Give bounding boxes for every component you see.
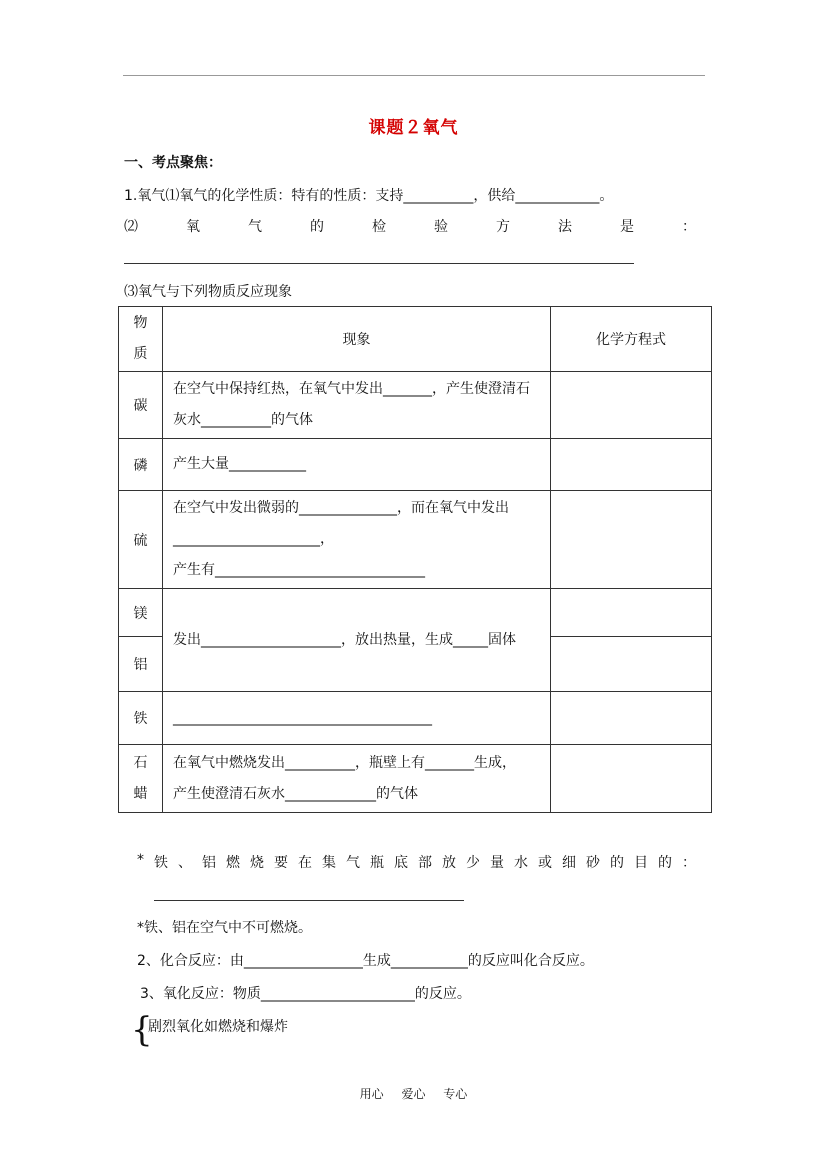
- note1-char: 铁: [154, 855, 168, 871]
- note1-char: 燃: [226, 855, 240, 871]
- substance-iron: 铁: [119, 692, 163, 745]
- note1-char: 铝: [202, 855, 216, 871]
- curly-brace-icon: {: [131, 1010, 153, 1050]
- question-2: [124, 216, 696, 236]
- q2-char: 检: [372, 219, 386, 235]
- note1-char: *: [137, 852, 144, 868]
- question-oxidation: 3、氧化反应：物质______________________的反应。: [140, 986, 471, 1002]
- table-row: [119, 745, 712, 813]
- q2-char: ⑵: [124, 219, 138, 235]
- note1-char: 砂: [586, 855, 600, 871]
- substance-carbon: 碳: [119, 372, 163, 439]
- table-row: [119, 589, 712, 637]
- note1-char: 在: [298, 855, 312, 871]
- page-footer: 用心 爱心 专心: [359, 1087, 468, 1101]
- header-substance: 物 质: [119, 307, 163, 372]
- equation-cell[interactable]: [551, 491, 712, 589]
- header-equation: 化学方程式: [551, 307, 712, 372]
- note1-char: 水: [514, 855, 528, 871]
- question-combination: 2、化合反应：由_________________生成___________的反应叫化合反应。: [137, 953, 594, 969]
- phenomenon-mg-al: 发出____________________，放出热量，生成_____固体: [163, 589, 551, 692]
- note1-char: 少: [466, 855, 480, 871]
- table-row: [119, 692, 712, 745]
- q2-char: 是: [620, 219, 634, 235]
- note1-char: 或: [538, 855, 552, 871]
- q2-char: 验: [434, 219, 448, 235]
- substance-magnesium: 镁: [119, 589, 163, 637]
- note1-char: 底: [394, 855, 408, 871]
- equation-cell[interactable]: [551, 439, 712, 491]
- note1-char: 要: [274, 855, 288, 871]
- phenomenon-carbon: 在空气中保持红热，在氧气中发出_______，产生使澄清石 灰水__________的气体: [163, 372, 551, 439]
- reaction-table: [118, 306, 712, 813]
- note1-char: 细: [562, 855, 576, 871]
- note1-char: ：: [682, 855, 696, 871]
- equation-cell[interactable]: [551, 692, 712, 745]
- phenomenon-wax: 在氧气中燃烧发出__________，瓶壁上有_______生成， 产生使澄清石灰水_____________的气体: [163, 745, 551, 813]
- note1-char: 烧: [250, 855, 264, 871]
- oxidation-type: 剧烈氧化如燃烧和爆炸: [148, 1019, 288, 1035]
- note1-char: 瓶: [370, 855, 384, 871]
- substance-wax: 石 蜡: [119, 745, 163, 813]
- equation-cell[interactable]: [551, 589, 712, 637]
- q2-char: 法: [558, 219, 572, 235]
- phenomenon-sulfur: 在空气中发出微弱的______________，而在氧气中发出 _____________________， 产生有______________________________: [163, 491, 551, 589]
- phenomenon-iron: _____________________________________: [163, 692, 551, 745]
- answer-blank-line: [124, 263, 634, 264]
- note1-char: 的: [610, 855, 624, 871]
- note1-char: 放: [442, 855, 456, 871]
- equation-cell[interactable]: [551, 372, 712, 439]
- substance-aluminum: 铝: [119, 637, 163, 692]
- note1-char: 集: [322, 855, 336, 871]
- note-2: *铁、铝在空气中不可燃烧。: [137, 920, 312, 936]
- phenomenon-phosphorus: 产生大量___________: [163, 439, 551, 491]
- q2-char: ：: [682, 219, 696, 235]
- substance-sulfur: 硫: [119, 491, 163, 589]
- equation-cell[interactable]: [551, 637, 712, 692]
- header-rule: [123, 75, 705, 76]
- header-phenomenon: 现象: [163, 307, 551, 372]
- q2-char: 方: [496, 219, 510, 235]
- note1-char: 的: [658, 855, 672, 871]
- note1-char: 部: [418, 855, 432, 871]
- note1-char: 目: [634, 855, 648, 871]
- page-title: 课题２氧气: [368, 118, 459, 138]
- section-heading: 一、考点聚焦：: [124, 155, 222, 171]
- note1-char: 、: [178, 855, 192, 871]
- answer-blank-line: [154, 900, 464, 901]
- table-row: [119, 372, 712, 439]
- note1-char: 气: [346, 855, 360, 871]
- q2-char: 氧: [186, 219, 200, 235]
- table-row: [119, 439, 712, 491]
- question-3: ⑶氧气与下列物质反应现象: [124, 284, 292, 300]
- note-1: [137, 852, 696, 872]
- q2-char: 的: [310, 219, 324, 235]
- equation-cell[interactable]: [551, 745, 712, 813]
- substance-phosphorus: 磷: [119, 439, 163, 491]
- note1-char: 量: [490, 855, 504, 871]
- q2-char: 气: [248, 219, 262, 235]
- question-1: 1.氧气⑴氧气的化学性质：特有的性质：支持__________，供给____________。: [124, 188, 614, 204]
- table-row: [119, 491, 712, 589]
- table-header-row: [119, 307, 712, 372]
